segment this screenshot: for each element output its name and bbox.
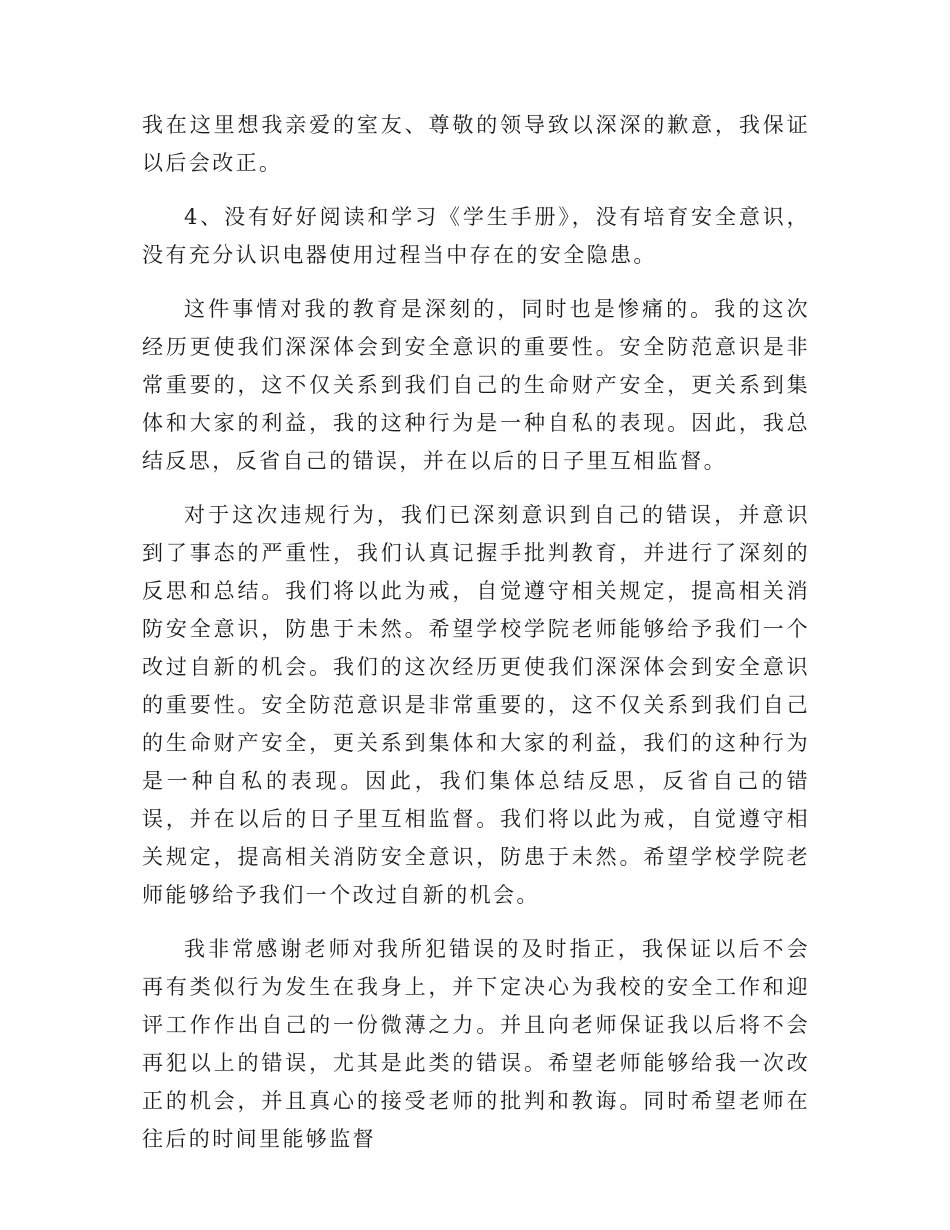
paragraph-apology: 我在这里想我亲爱的室友、尊敬的领导致以深深的歉意，我保证以后会改正。 xyxy=(142,113,810,175)
paragraph-lesson: 这件事情对我的教育是深刻的，同时也是惨痛的。我的这次经历更使我们深深体会到安全意识的重要性。安全防范意识是非常重要的，这不仅关系到我们自己的生命财产安全，更关系到集体和大家的利益，我的这种行为是一种自私的表现。因此，我总结反思，反省自己的错误，并在以后的日子里互相监督。 xyxy=(142,297,810,473)
paragraph-item-4: 4、没有好好阅读和学习《学生手册》，没有培育安全意识，没有充分认识电器使用过程当中存在的安全隐患。 xyxy=(142,205,810,267)
paragraph-reflection: 对于这次违规行为，我们已深刻意识到自己的错误，并意识到了事态的严重性，我们认真记握手批判教育，并进行了深刻的反思和总结。我们将以此为戒，自觉遵守相关规定，提高相关消防安全意识，防患于未然。希望学校学院老师能够给予我们一个改过自新的机会。我们的这次经历更使我们深深体会到安全意识的重要性。安全防范意识是非常重要的，这不仅关系到我们自己的生命财产安全，更关系到集体和大家的利益，我们的这种行为是一种自私的表现。因此，我们集体总结反思，反省自己的错误，并在以后的日子里互相监督。我们将以此为戒，自觉遵守相关规定，提高相关消防安全意识，防患于未然。希望学校学院老师能够给予我们一个改过自新的机会。 xyxy=(142,503,810,907)
paragraph-gratitude: 我非常感谢老师对我所犯错误的及时指正，我保证以后不会再有类似行为发生在我身上，并下定决心为我校的安全工作和迎评工作作出自己的一份微薄之力。并且向老师保证我以后将不会再犯以上的错误，尤其是此类的错误。希望老师能够给我一次改正的机会，并且真心的接受老师的批判和教诲。同时希望老师在往后的时间里能够监督 xyxy=(142,937,810,1151)
document-body xyxy=(142,106,810,1158)
